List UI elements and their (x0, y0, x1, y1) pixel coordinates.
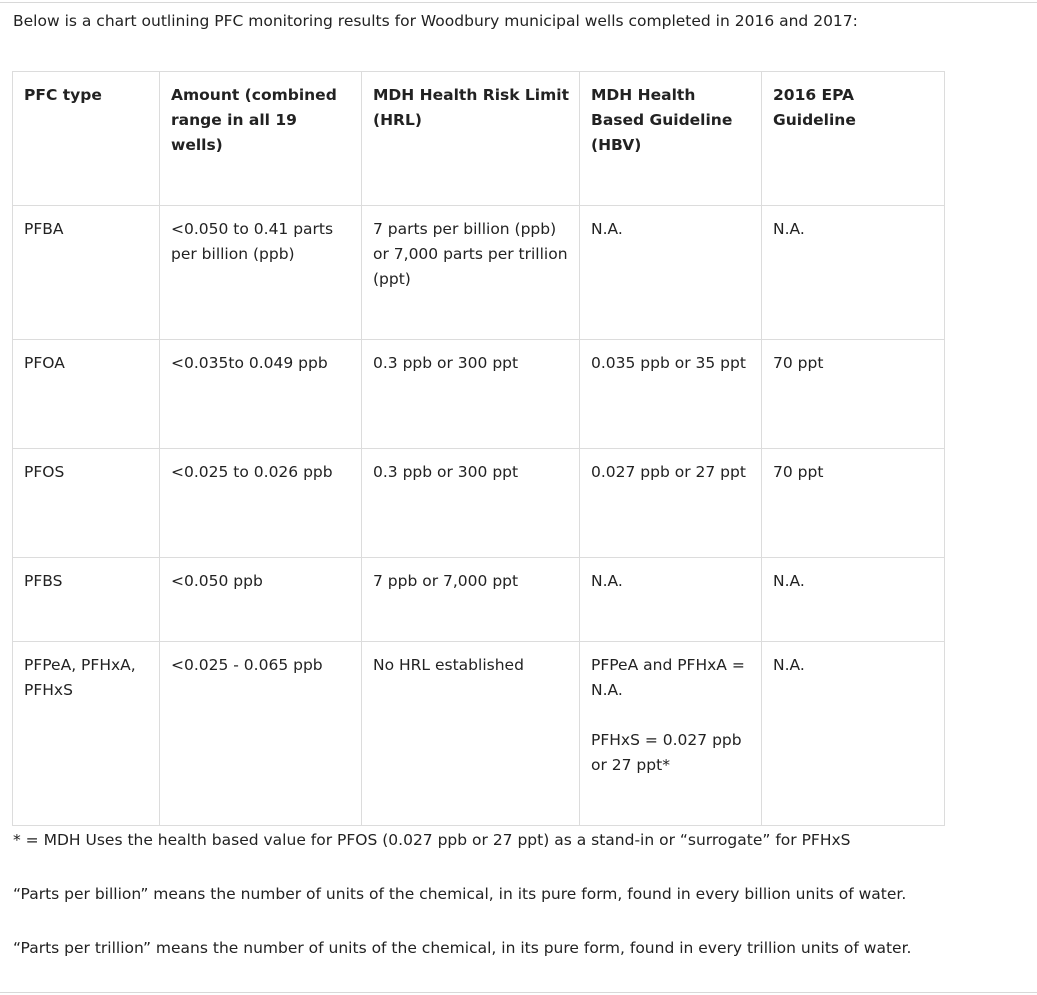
header-hrl: MDH Health Risk Limit (HRL) (362, 72, 580, 206)
cell-pfc-type: PFBS (13, 558, 160, 642)
definition-ppb: “Parts per billion” means the number of units of the chemical, in its pure form, found in every billion units of water. (13, 885, 907, 903)
cell-epa: 70 ppt (762, 340, 945, 449)
intro-text: Below is a chart outlining PFC monitoring results for Woodbury municipal wells completed in 2016 and 2017: (13, 12, 858, 30)
cell-amount: <0.035to 0.049 ppb (160, 340, 362, 449)
cell-hbv (580, 642, 762, 826)
definition-ppt: “Parts per trillion” means the number of units of the chemical, in its pure form, found in every trillion units of water. (13, 939, 912, 957)
cell-pfc-type: PFOA (13, 340, 160, 449)
cell-amount: <0.050 to 0.41 parts per billion (ppb) (160, 206, 362, 340)
table-header-row (13, 72, 945, 206)
cell-pfc-type: PFBA (13, 206, 160, 340)
hbv-line-2: PFHxS = 0.027 ppb or 27 ppt* (591, 731, 742, 774)
cell-hrl: 7 parts per billion (ppb) or 7,000 parts per trillion (ppt) (362, 206, 580, 340)
table-row (13, 642, 945, 826)
cell-hrl: 0.3 ppb or 300 ppt (362, 340, 580, 449)
bottom-divider (0, 992, 1037, 993)
cell-amount: <0.025 - 0.065 ppb (160, 642, 362, 826)
cell-hrl: 7 ppb or 7,000 ppt (362, 558, 580, 642)
cell-pfc-type: PFOS (13, 449, 160, 558)
cell-amount: <0.025 to 0.026 ppb (160, 449, 362, 558)
cell-epa: 70 ppt (762, 449, 945, 558)
header-hbv: MDH Health Based Guideline (HBV) (580, 72, 762, 206)
cell-hrl: 0.3 ppb or 300 ppt (362, 449, 580, 558)
header-pfc-type: PFC type (13, 72, 160, 206)
table-row (13, 449, 945, 558)
header-epa: 2016 EPA Guideline (762, 72, 945, 206)
pfc-results-table (12, 71, 945, 826)
footnote: * = MDH Uses the health based value for PFOS (0.027 ppb or 27 ppt) as a stand-in or “surrogate” for PFHxS (13, 831, 851, 849)
cell-amount: <0.050 ppb (160, 558, 362, 642)
table-row (13, 340, 945, 449)
cell-hbv: 0.035 ppb or 35 ppt (580, 340, 762, 449)
cell-hbv: N.A. (580, 558, 762, 642)
cell-hbv: 0.027 ppb or 27 ppt (580, 449, 762, 558)
paragraph-gap (591, 703, 751, 728)
cell-epa: N.A. (762, 558, 945, 642)
table-row (13, 206, 945, 340)
cell-hrl: No HRL established (362, 642, 580, 826)
cell-pfc-type: PFPeA, PFHxA, PFHxS (13, 642, 160, 826)
cell-epa: N.A. (762, 206, 945, 340)
cell-epa: N.A. (762, 642, 945, 826)
table-row (13, 558, 945, 642)
top-divider (0, 2, 1037, 3)
header-amount: Amount (combined range in all 19 wells) (160, 72, 362, 206)
cell-hbv: N.A. (580, 206, 762, 340)
hbv-line-1: PFPeA and PFHxA = N.A. (591, 656, 745, 699)
